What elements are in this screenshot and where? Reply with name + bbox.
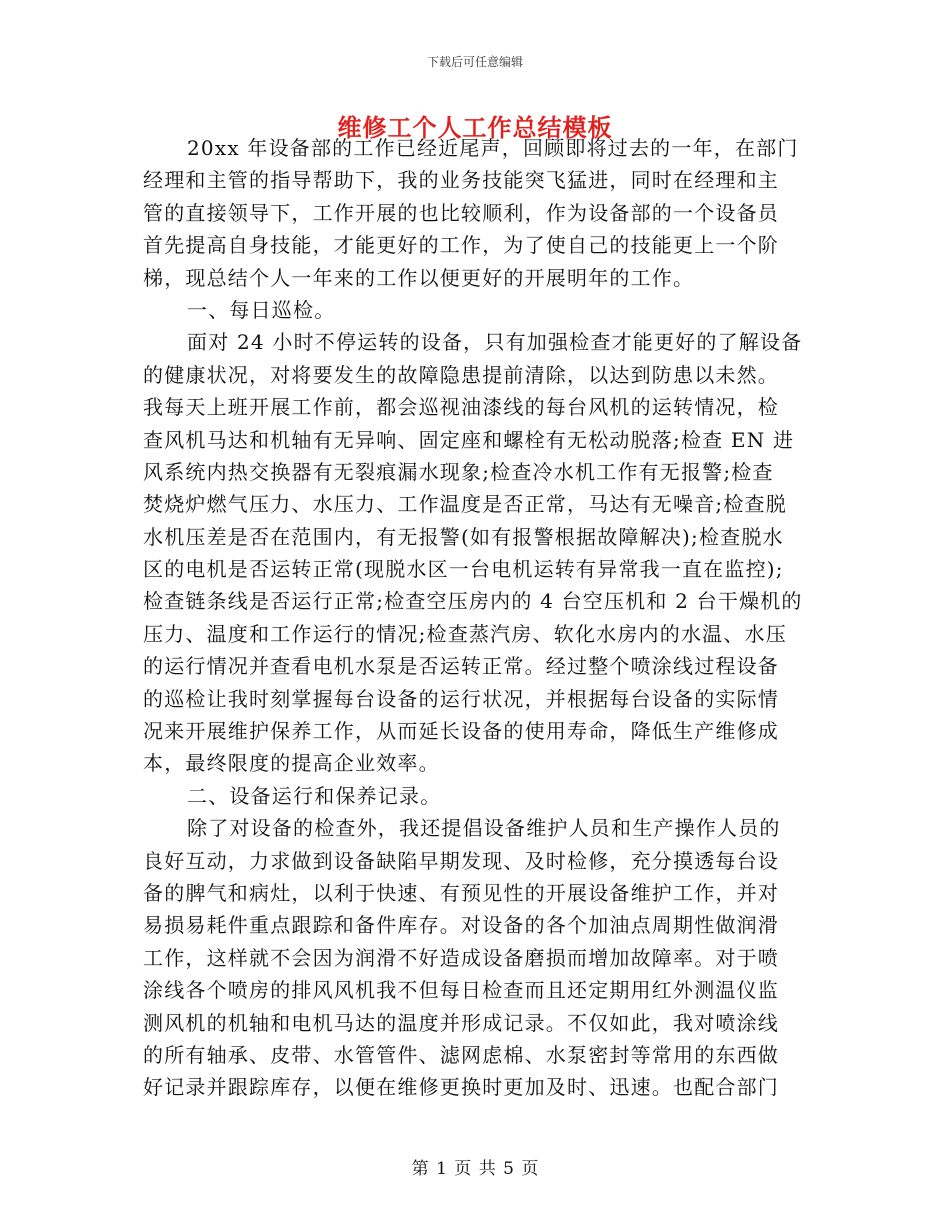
body-line: 除了对设备的检查外，我还提倡设备维护人员和生产操作人员的	[187, 816, 781, 841]
body-line: 20xx 年设备部的工作已经近尾声，回顾即将过去的一年，在部门	[187, 136, 799, 160]
body-line: 的巡检让我时刻掌握每台设备的运行状况，并根据每台设备的实际情	[143, 686, 779, 711]
section-heading-1: 一、每日巡检。	[187, 297, 336, 322]
body-line: 测风机的机轴和电机马达的温度并形成记录。不仅如此，我对喷涂线	[143, 1010, 779, 1035]
body-line: 良好互动，力求做到设备缺陷早期发现、及时检修，充分摸透每台设	[143, 848, 779, 873]
section-heading-2: 二、设备运行和保养记录。	[187, 783, 442, 808]
body-line: 面对 24 小时不停运转的设备，只有加强检查才能更好的了解设备	[187, 330, 803, 355]
body-line: 检查链条线是否运行正常;检查空压房内的 4 台空压机和 2 台干燥机的	[143, 589, 803, 614]
body-line: 的所有轴承、皮带、水管管件、滤网虑棉、水泵密封等常用的东西做	[143, 1042, 779, 1067]
body-line: 管的直接领导下，工作开展的也比较顺利，作为设备部的一个设备员	[143, 200, 779, 225]
body-line: 易损易耗件重点跟踪和备件库存。对设备的各个加油点周期性做润滑	[143, 913, 779, 938]
body-line: 水机压差是否在范围内，有无报警(如有报警根据故障解决);检查脱水	[143, 524, 784, 549]
body-line: 的健康状况，对将要发生的故障隐患提前清除，以达到防患以未然。	[143, 362, 779, 387]
body-line: 备的脾气和病灶，以利于快速、有预见性的开展设备维护工作，并对	[143, 880, 779, 905]
body-line: 首先提高自身技能，才能更好的工作，为了使自己的技能更上一个阶	[143, 233, 779, 258]
body-line: 我每天上班开展工作前，都会巡视油漆线的每台风机的运转情况，检	[143, 395, 779, 420]
body-line: 本，最终限度的提高企业效率。	[143, 751, 440, 776]
body-line: 梯，现总结个人一年来的工作以便更好的开展明年的工作。	[143, 265, 695, 290]
body-line: 查风机马达和机轴有无异响、固定座和螺栓有无松动脱落;检查 EN 进	[143, 427, 795, 452]
body-line: 工作，这样就不会因为润滑不好造成设备磨损而增加故障率。对于喷	[143, 945, 779, 970]
document-title: 维修工个人工作总结模板	[337, 113, 613, 142]
body-line: 经理和主管的指导帮助下，我的业务技能突飞猛进，同时在经理和主	[143, 168, 779, 193]
document-body	[143, 132, 803, 1104]
page-indicator: 第 1 页 共 5 页	[411, 1159, 539, 1179]
header-note: 下载后可任意编辑	[426, 55, 523, 69]
body-line: 的运行情况并查看电机水泵是否运转正常。经过整个喷涂线过程设备	[143, 654, 779, 679]
body-line: 区的电机是否运转正常(现脱水区一台电机运转有异常我一直在监控);	[143, 557, 784, 582]
body-line: 压力、温度和工作运行的情况;检查蒸汽房、软化水房内的水温、水压	[143, 621, 787, 646]
body-line: 涂线各个喷房的排风风机我不但每日检查而且还定期用红外测温仪监	[143, 978, 779, 1003]
body-line: 况来开展维护保养工作，从而延长设备的使用寿命，降低生产维修成	[143, 719, 779, 744]
body-line: 好记录并跟踪库存，以便在维修更换时更加及时、迅速。也配合部门	[143, 1075, 779, 1100]
body-line: 焚烧炉燃气压力、水压力、工作温度是否正常，马达有无噪音;检查脱	[143, 492, 787, 517]
body-line: 风系统内热交换器有无裂痕漏水现象;检查冷水机工作有无报警;检查	[143, 459, 774, 484]
